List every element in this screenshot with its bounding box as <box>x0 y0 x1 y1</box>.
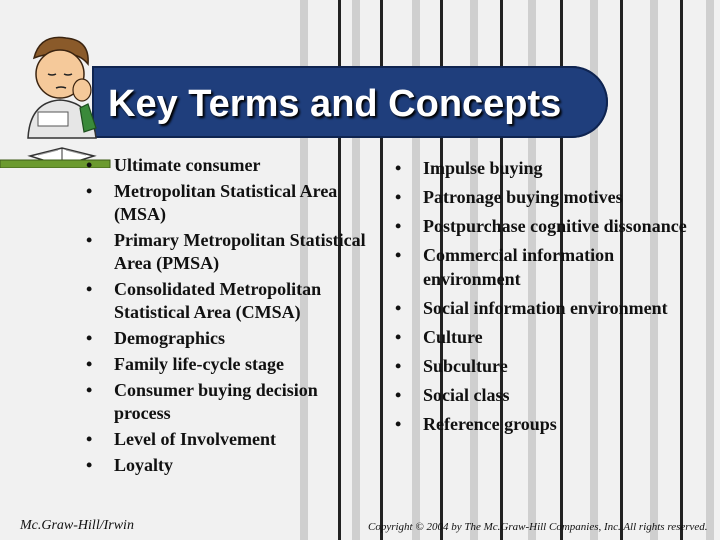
term-label: Ultimate consumer <box>114 155 261 175</box>
bullet-icon: • <box>395 245 402 265</box>
term-label: Level of Involvement <box>114 429 276 449</box>
list-item <box>395 243 695 291</box>
bullet-icon: • <box>86 328 93 348</box>
list-item <box>86 379 376 425</box>
term-label: Consolidated Metropolitan Statistical Area (CMSA) <box>114 279 322 322</box>
bullet-icon: • <box>86 429 93 449</box>
term-label: Demographics <box>114 328 225 348</box>
bullet-icon: • <box>395 158 402 178</box>
term-label: Culture <box>423 327 483 347</box>
bullet-icon: • <box>86 455 93 475</box>
slide-title: Key Terms and Concepts <box>108 83 562 125</box>
right-terms-list <box>395 156 695 441</box>
term-label: Reference groups <box>423 414 557 434</box>
list-item <box>395 214 695 238</box>
list-item <box>395 156 695 180</box>
list-item <box>86 454 376 477</box>
bullet-icon: • <box>395 298 402 318</box>
bullet-icon: • <box>86 380 93 400</box>
term-label: Social information environment <box>423 298 668 318</box>
left-terms-list <box>86 154 376 480</box>
bullet-icon: • <box>86 155 93 175</box>
term-label: Commercial information environment <box>423 245 615 289</box>
term-label: Consumer buying decision process <box>114 380 318 423</box>
bullet-icon: • <box>395 216 402 236</box>
bullet-icon: • <box>86 354 93 374</box>
list-item <box>395 412 695 436</box>
list-item <box>395 325 695 349</box>
bullet-icon: • <box>395 414 402 434</box>
bullet-icon: • <box>86 279 93 299</box>
list-item <box>86 327 376 350</box>
copyright-footer: Copyright © 2004 by The Mc.Graw-Hill Companies, Inc. All rights reserved. <box>368 521 708 533</box>
term-label: Subculture <box>423 356 508 376</box>
list-item <box>395 383 695 407</box>
publisher-footer: Mc.Graw-Hill/Irwin <box>20 518 134 533</box>
list-item <box>395 296 695 320</box>
list-item <box>86 428 376 451</box>
term-label: Metropolitan Statistical Area (MSA) <box>114 181 338 224</box>
term-label: Loyalty <box>114 455 174 475</box>
bullet-icon: • <box>395 385 402 405</box>
student-mascot-illustration <box>0 28 130 168</box>
list-item <box>86 180 376 226</box>
term-label: Postpurchase cognitive dissonance <box>423 216 687 236</box>
term-label: Patronage buying motives <box>423 187 623 207</box>
bullet-icon: • <box>395 356 402 376</box>
term-label: Social class <box>423 385 510 405</box>
stripe <box>706 0 714 540</box>
bullet-icon: • <box>86 230 93 250</box>
list-item <box>86 229 376 275</box>
list-item <box>86 278 376 324</box>
list-item <box>395 185 695 209</box>
list-item <box>86 154 376 177</box>
bullet-icon: • <box>86 181 93 201</box>
term-label: Family life-cycle stage <box>114 354 284 374</box>
term-label: Primary Metropolitan Statistical Area (PMSA) <box>114 230 366 273</box>
list-item <box>395 354 695 378</box>
list-item <box>86 353 376 376</box>
bullet-icon: • <box>395 187 402 207</box>
term-label: Impulse buying <box>423 158 543 178</box>
bullet-icon: • <box>395 327 402 347</box>
